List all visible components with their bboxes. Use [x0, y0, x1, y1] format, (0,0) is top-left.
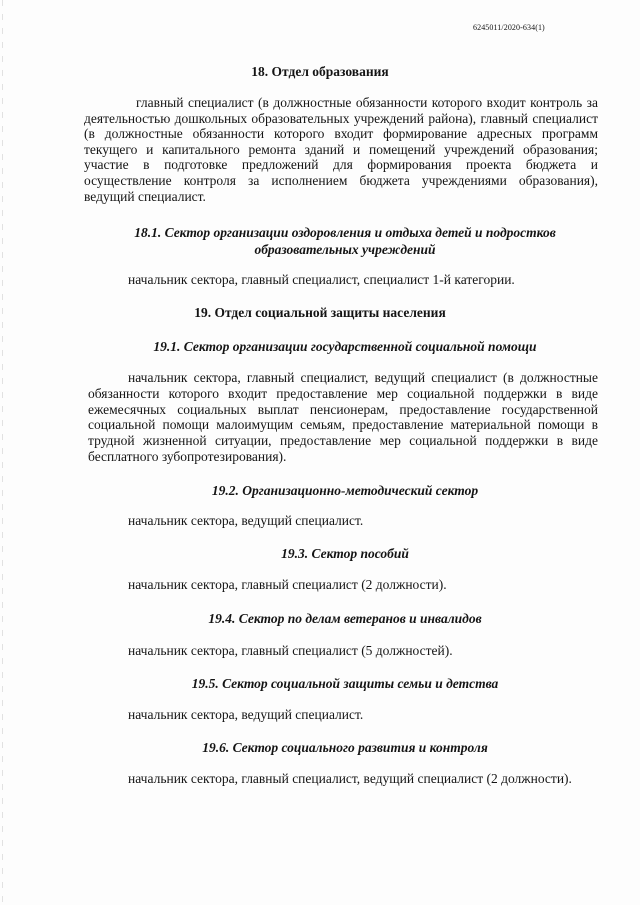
sector-18-1-title: 18.1. Сектор организации оздоровления и отдыха детей и подростков образовательных учреждений	[134, 225, 556, 257]
section-18-title: 18. Отдел образования	[251, 64, 389, 79]
sector-19-4-body: начальник сектора, главный специалист (5 должностей).	[128, 643, 453, 658]
sector-19-6-body: начальник сектора, главный специалист, ведущий специалист (2 должности).	[128, 771, 572, 786]
document-number: 6245011/2020-634(1)	[473, 23, 545, 32]
sector-19-6-title: 19.6. Сектор социального развития и контроля	[202, 740, 488, 755]
sector-19-4-title: 19.4. Сектор по делам ветеранов и инвалидов	[208, 611, 482, 626]
section-18-body: главный специалист (в должностные обязанности которого входит контроль за деятельностью дошкольных образовательных учреждений района), главный специалист (в должностные обязанности которого входит формирование адресных программ текущего и капитального ремонта зданий и помещений учреждений образования; участие в подготовке предложений для формирования проекта бюджета и осуществление контроля за исполнением бюджета учреждениями образования), ведущий специалист.	[84, 95, 598, 204]
sector-19-1-body: начальник сектора, главный специалист, ведущий специалист (в должностные обязанности которого входит предоставление мер социальной поддержки в виде ежемесячных социальных выплат пенсионерам, предоставление государственной социальной помощи малоимущим семьям, предоставление материальной помощи в трудной жизненной ситуации, предоставление мер социальной поддержки в виде бесплатного зубопротезирования).	[88, 370, 598, 464]
sector-18-1-body: начальник сектора, главный специалист, специалист 1-й категории.	[128, 272, 515, 287]
sector-19-1-title: 19.1. Сектор организации государственной социальной помощи	[153, 339, 537, 354]
sector-19-2-title: 19.2. Организационно-методический сектор	[211, 483, 479, 498]
section-19-title: 19. Отдел социальной защиты населения	[194, 305, 446, 320]
sector-19-3-title: 19.3. Сектор пособий	[281, 546, 409, 561]
sector-19-3-body: начальник сектора, главный специалист (2 должности).	[128, 577, 447, 592]
sector-19-5-body: начальник сектора, ведущий специалист.	[128, 707, 364, 722]
sector-19-5-title: 19.5. Сектор социальной защиты семьи и детства	[191, 676, 499, 691]
scan-edge	[2, 0, 3, 905]
sector-19-2-body: начальник сектора, ведущий специалист.	[128, 513, 364, 528]
